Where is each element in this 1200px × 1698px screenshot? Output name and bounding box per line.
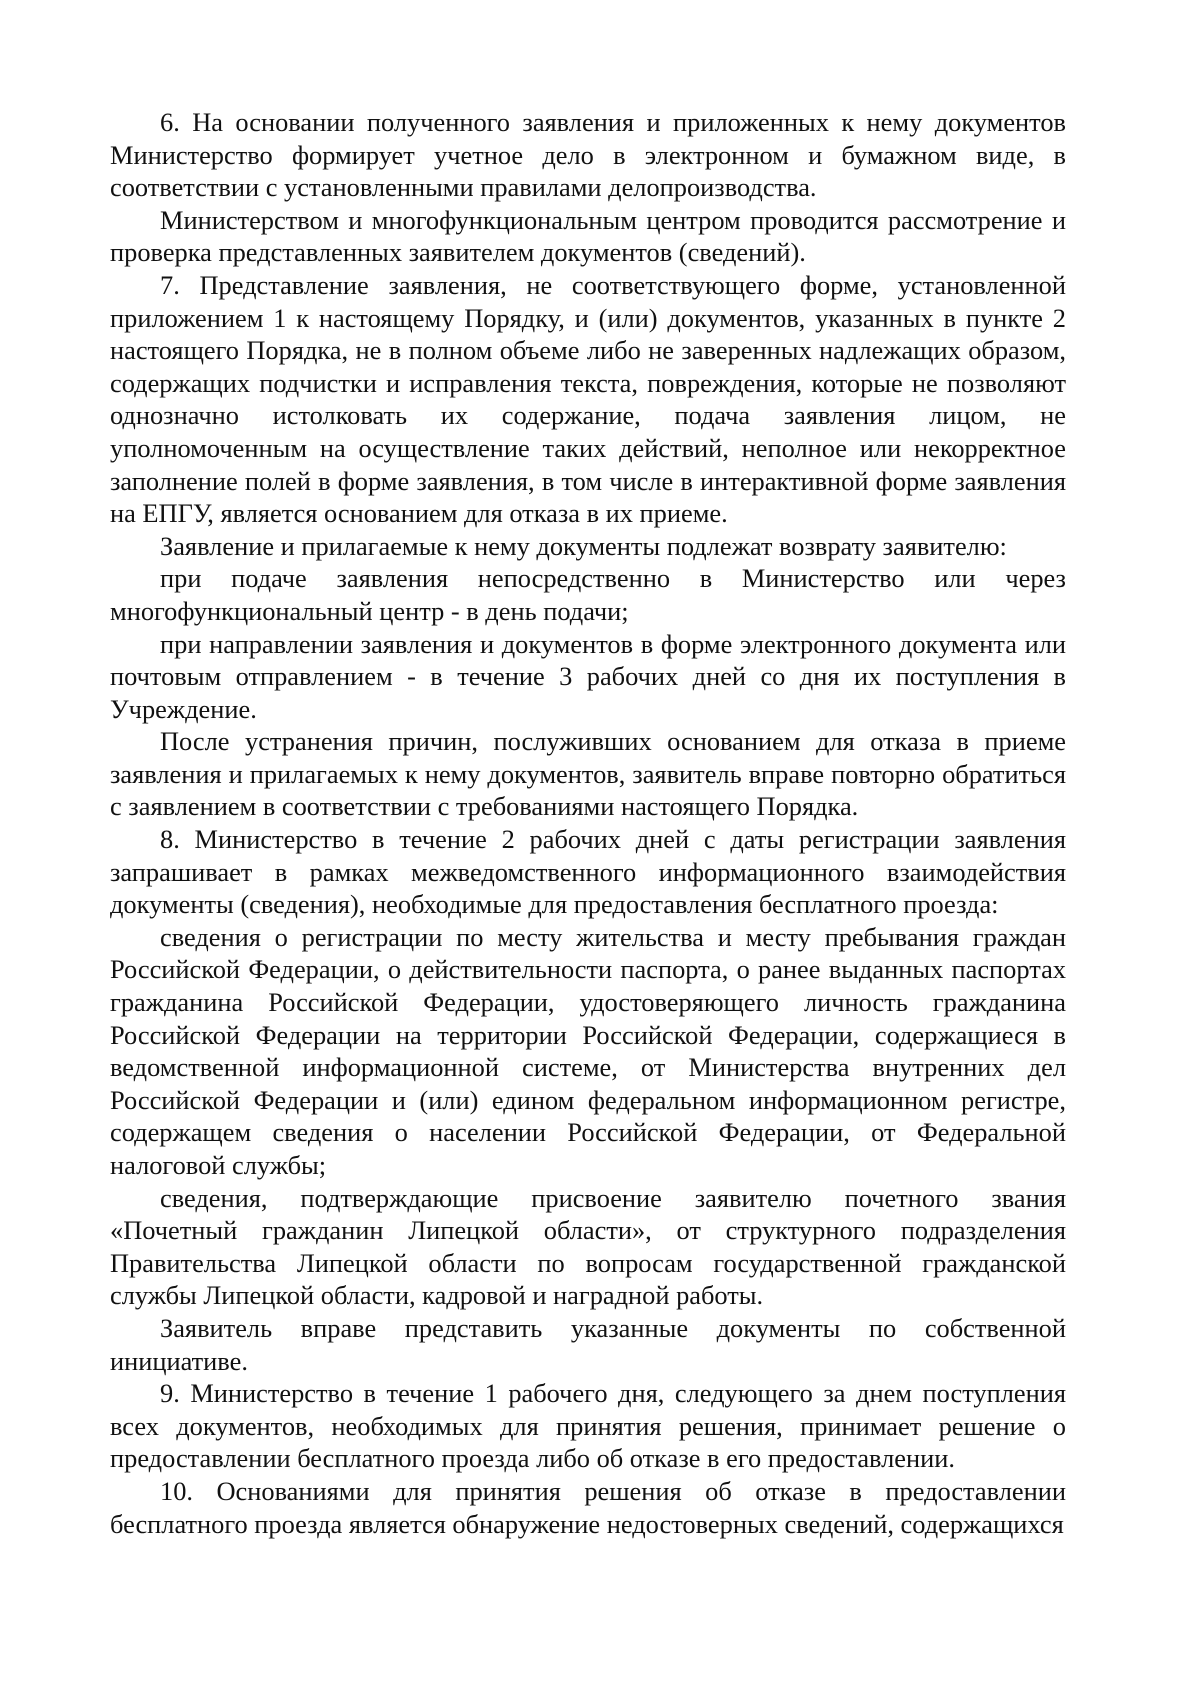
paragraph-return-direct: при подаче заявления непосредственно в Министерство или через многофункциональный центр - в день подачи; — [110, 563, 1066, 626]
document-page — [110, 106, 1066, 1540]
paragraph-6: 6. На основании полученного заявления и приложенных к нему документов Министерство формирует учетное дело в электронном и бумажном виде, в соответствии с установленными правилами делопроизводства. — [110, 107, 1066, 203]
paragraph-honorary-title: сведения, подтверждающие присвоение заявителю почетного звания «Почетный гражданин Липецкой области», от структурного подразделения Правительства Липецкой области по вопросам государственной гражданской службы Липецкой области, кадровой и наградной работы. — [110, 1182, 1066, 1311]
paragraph-7: 7. Представление заявления, не соответствующего форме, установленной приложением 1 к настоящему Порядку, и (или) документов, указанных в пункте 2 настоящего Порядка, не в полном объеме либо не заверенных надлежащих образом, содержащих подчистки и исправления текста, повреждения, которые не позволяют однозначно истолковать их содержание, подача заявления лицом, не уполномоченным на осуществление таких действий, неполное или некорректное заполнение полей в форме заявления, в том числе в интерактивной форме заявления на ЕПГУ, является основанием для отказа в их приеме. — [110, 269, 1066, 529]
paragraph-10: 10. Основаниями для принятия решения об отказе в предоставлении бесплатного проезда является обнаружение недостоверных сведений, содержащихся — [110, 1475, 1066, 1539]
paragraph-8: 8. Министерство в течение 2 рабочих дней с даты регистрации заявления запрашивает в рамках межведомственного информационного взаимодействия документы (сведения), необходимые для предоставления бесплатного проезда: — [110, 824, 1066, 920]
paragraph-registration-info: сведения о регистрации по месту жительства и месту пребывания граждан Российской Федерации, о действительности паспорта, о ранее выданных паспортах гражданина Российской Федерации, удостоверяющего личность гражданина Российской Федерации на территории Российской Федерации, содержащиеся в ведомственной информационной системе, от Министерства внутренних дел Российской Федерации и (или) едином федеральном информационном регистре, содержащем сведения о населении Российской Федерации, от Федеральной налоговой службы; — [110, 921, 1066, 1180]
paragraph-9: 9. Министерство в течение 1 рабочего дня, следующего за днем поступления всех документов, необходимых для принятия решения, принимает решение о предоставлении бесплатного проезда либо об отказе в его предоставлении. — [110, 1378, 1066, 1474]
paragraph-return: Заявление и прилагаемые к нему документы подлежат возврату заявителю: — [160, 530, 1007, 561]
paragraph-own-initiative: Заявитель вправе представить указанные документы по собственной инициативе. — [110, 1312, 1066, 1376]
paragraph-resubmit: После устранения причин, послуживших основанием для отказа в приеме заявления и прилагаемых к нему документов, заявитель вправе повторно обратиться с заявлением в соответствии с требованиями настоящего Порядка. — [110, 726, 1066, 822]
paragraph-review: Министерством и многофункциональным центром проводится рассмотрение и проверка представленных заявителем документов (сведений). — [110, 204, 1066, 268]
paragraph-return-electronic: при направлении заявления и документов в форме электронного документа или почтовым отправлением - в течение 3 рабочих дней со дня их поступления в Учреждение. — [110, 628, 1066, 724]
